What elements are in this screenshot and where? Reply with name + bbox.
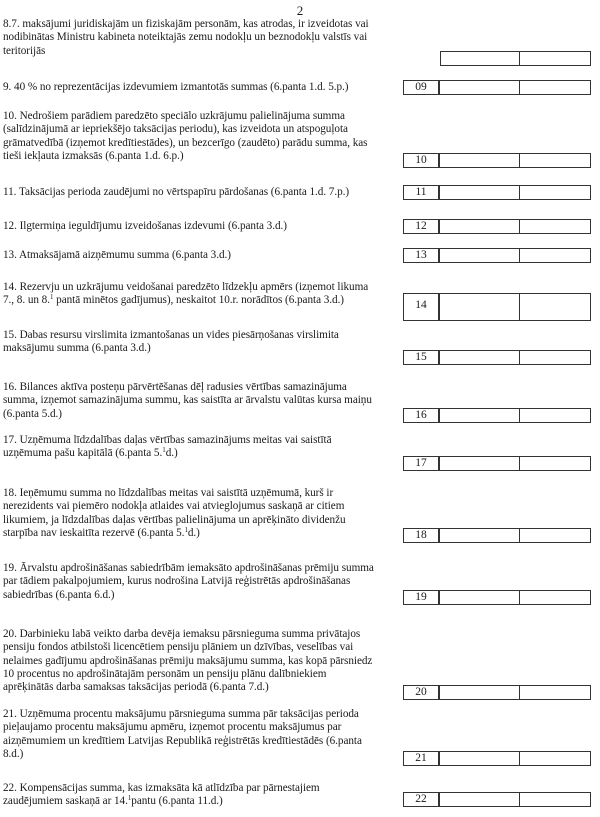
- item-10-field-amount-2[interactable]: [519, 153, 591, 168]
- item-15-field-amount-1[interactable]: [439, 350, 520, 365]
- item-15-text: 15. Dabas resursu virslimita izmantošanas un vides piesārņošanas virslimita maksājumu summa (6.panta 3.d.): [3, 329, 339, 355]
- item-15-code: 15: [403, 350, 439, 365]
- item-13-text: 13. Atmaksājamā aizņēmumu summa (6.panta 3.d.): [3, 249, 231, 261]
- item-17-field-amount-1[interactable]: [439, 456, 520, 471]
- item-12-field-amount-2[interactable]: [519, 219, 591, 234]
- item-22-code: 22: [403, 792, 439, 807]
- item-19-code: 19: [403, 590, 439, 605]
- item-18-superscript: 1: [184, 525, 188, 534]
- item-19-text: 19. Ārvalstu apdrošināšanas sabiedrībām iemaksāto apdrošināšanas prēmiju summa par tādiem pakalpojumiem, kurus nodrošina Latvijā reģistrētās apdrošināšanas sabiedrības (6.panta 6.d.): [3, 562, 374, 601]
- item-12-field-amount-1[interactable]: [439, 219, 520, 234]
- item-17-superscript: 1: [162, 446, 166, 455]
- item-13-field-amount-1[interactable]: [439, 248, 520, 263]
- item-14-text-part: 14. Rezervju un uzkrājumu veidošanai paredzēto līdzekļu apmērs (izņemot likuma 7., 8. un 8.: [3, 281, 369, 307]
- item-22-field-amount-1[interactable]: [439, 792, 520, 807]
- item-17-code: 17: [403, 456, 439, 471]
- item-18-text-part: 18. Ieņēmumu summa no līdzdalības meitas vai saistītā uzņēmumā, kurš ir nerezidents vai piemēro nodokļa atlaides vai atvieglojumus saskaņā ar citiem likumiem, ja līdzdalības daļas vērtības palielinājuma un aprēķināto dividenžu starpība nav ieskaitīta rezervē (6.panta 5.: [3, 487, 346, 539]
- item-12-text: 12. Ilgtermiņa ieguldījumu izveidošanas izdevumi (6.panta 3.d.): [3, 220, 287, 232]
- item-14-superscript: 1: [49, 293, 54, 302]
- item-13-row: [0, 248, 600, 263]
- item-16-field-amount-2[interactable]: [519, 408, 591, 423]
- item-10-field-amount-1[interactable]: [439, 153, 520, 168]
- item-17-row: [0, 456, 600, 471]
- item-22-field-amount-2[interactable]: [519, 792, 591, 807]
- item-21-field-amount-2[interactable]: [519, 751, 591, 766]
- item-20-code: 20: [403, 685, 439, 700]
- item-8-7-field-amount-1[interactable]: [440, 51, 521, 66]
- item-22-text-part: pantu (6.panta 11.d.): [131, 795, 223, 808]
- item-9-field-amount-1[interactable]: [439, 80, 520, 95]
- item-20-row: [0, 685, 600, 700]
- item-16-text: 16. Bilances aktīva posteņu pārvērtēšanas dēļ radusies vērtības samazinājuma summa, izņemot samazinājuma summu, kas saistīta ar ārvalstu valūtas kursa maiņu (6.panta 5.d.): [3, 381, 372, 420]
- item-17-field-amount-2[interactable]: [519, 456, 591, 471]
- item-8-7-text: 8.7. maksājumi juridiskajām un fiziskajām personām, kas atrodas, ir izveidotas vai nodibinātas Ministru kabineta noteiktajās zemu nodokļu un beznodokļu valstīs vai teritorijās: [3, 18, 369, 57]
- item-18-code: 18: [403, 528, 439, 543]
- item-8-7-row: [0, 51, 600, 66]
- item-19-row: [0, 590, 600, 605]
- page-number: 2: [296, 3, 304, 18]
- item-16-code: 16: [403, 408, 439, 423]
- item-19-field-amount-1[interactable]: [439, 590, 520, 605]
- item-11-row: [0, 185, 600, 200]
- item-15-row: [0, 350, 600, 365]
- item-10-code: 10: [403, 153, 439, 168]
- item-14-field-amount-2[interactable]: [519, 293, 591, 321]
- item-17-text-part: 17. Uzņēmuma līdzdalības daļas vērtības samazinājums meitas vai saistītā uzņēmuma pašu kapitālā (6.panta 5.: [3, 434, 332, 460]
- item-19-field-amount-2[interactable]: [519, 590, 591, 605]
- item-20-field-amount-2[interactable]: [519, 685, 591, 700]
- item-12-row: [0, 219, 600, 234]
- item-22-superscript: 1: [127, 794, 132, 803]
- item-11-code: 11: [403, 185, 439, 200]
- item-21-row: [0, 751, 600, 766]
- item-14-field-amount-1[interactable]: [439, 293, 520, 321]
- item-9-field-amount-2[interactable]: [519, 80, 591, 95]
- item-20-text: 20. Darbinieku labā veikto darba devēja iemaksu pārsnieguma summa privātajos pensiju fondos atbilstoši licencētiem pensiju plāniem un dzīvības, veselības vai nelaimes gadījumu apdrošināšanas prēmiju maksājumu summa, kas kopā pārsniedz 10 procentus no apdrošinātajām personām un pensiju plānu dalībniekiem aprēķinātās darba samaksas taksācijas periodā (6.panta 7.d.): [3, 628, 373, 694]
- item-10-text: 10. Nedrošiem parādiem paredzēto speciālo uzkrājumu palielinājuma summa (salīdzinājumā ar iepriekšējo taksācijas periodu), kas izveidota un atspoguļota grāmatvedībā (izņemot kredītiestādes), un bezcerīgo (zaudēto) parādu summa, kas tieši iekļauta izmaksās (6.panta 1.d. 6.p.): [3, 110, 368, 162]
- item-9-row: [0, 80, 600, 95]
- item-14-text-part: pantā minētos gadījumus), neskaitot 10.r. norādītos (6.panta 3.d.): [53, 294, 344, 307]
- item-16-field-amount-1[interactable]: [439, 408, 520, 423]
- item-16-row: [0, 408, 600, 423]
- item-20-field-amount-1[interactable]: [439, 685, 520, 700]
- item-21-code: 21: [403, 751, 439, 766]
- item-18-text-part: d.): [187, 526, 200, 539]
- item-10-row: [0, 153, 600, 168]
- item-8-7-field-amount-2[interactable]: [519, 51, 591, 66]
- item-14-row: [0, 293, 600, 321]
- item-17-text-part: d.): [165, 447, 178, 460]
- item-18-field-amount-2[interactable]: [519, 528, 591, 543]
- item-22-text-part: 22. Kompensācijas summa, kas izmaksāta kā atlīdzība par pārnestajiem zaudējumiem saskaņā ar 14.: [3, 782, 320, 808]
- item-18-field-amount-1[interactable]: [439, 528, 520, 543]
- item-9-code: 09: [403, 80, 439, 95]
- item-9-text: 9. 40 % no reprezentācijas izdevumiem izmantotās summas (6.panta 1.d. 5.p.): [3, 81, 349, 93]
- item-11-field-amount-1[interactable]: [439, 185, 520, 200]
- item-12-code: 12: [403, 219, 439, 234]
- item-11-field-amount-2[interactable]: [519, 185, 591, 200]
- item-13-field-amount-2[interactable]: [519, 248, 591, 263]
- item-13-code: 13: [403, 248, 439, 263]
- item-18-row: [0, 525, 600, 543]
- item-21-text: 21. Uzņēmuma procentu maksājumu pārsnieguma summa pār taksācijas perioda pieļaujamo procentu maksājumu apmēru, izņemot procentu maksājumus par aizņēmumiem un kredītiem Latvijas Republikā reģistrētās kredītiestādēs (6.panta 8.d.): [3, 708, 362, 760]
- item-22-row: [0, 792, 600, 807]
- item-11-text: 11. Taksācijas perioda zaudējumi no vērtspapīru pārdošanas (6.panta 1.d. 7.p.): [3, 186, 350, 198]
- item-21-field-amount-1[interactable]: [439, 751, 520, 766]
- item-15-field-amount-2[interactable]: [519, 350, 591, 365]
- item-14-code: 14: [403, 293, 439, 321]
